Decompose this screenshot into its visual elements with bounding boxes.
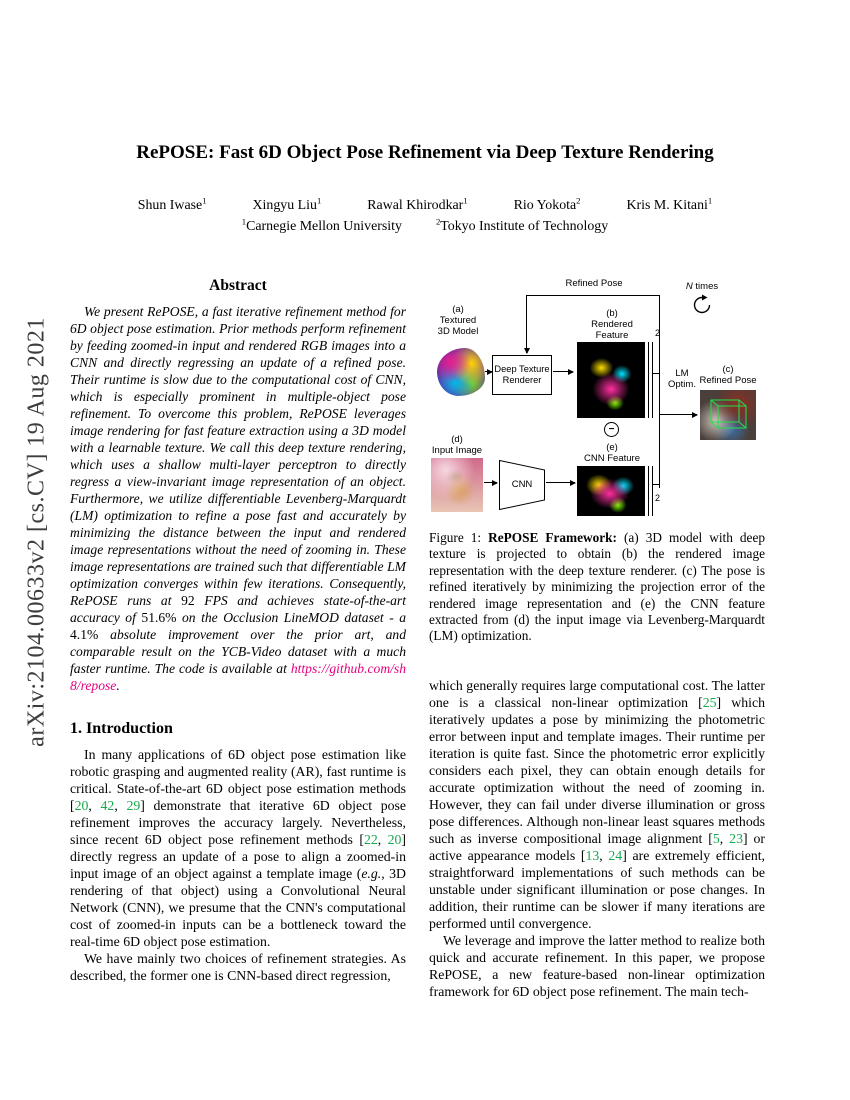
cnn-label: CNN [511, 479, 533, 490]
text-segment: , [88, 798, 101, 813]
citation-link[interactable]: 22 [363, 832, 378, 847]
junction-stub-bottom [653, 484, 659, 485]
text-segment: 51.6% [141, 610, 177, 625]
citation-link[interactable]: 29 [126, 798, 141, 813]
text-segment: We leverage and improve the latter method to realize both quick and accurate refinement. In this paper, we propose RePOSE, a new feature-based non-linear optimization framework for 6D object pose refinement. The main tech- [429, 932, 765, 999]
feedback-arrow-into-renderer [526, 295, 527, 353]
text-segment: , [114, 798, 127, 813]
citation-link[interactable]: 24 [608, 847, 623, 863]
label-rendered-feature: (b) Rendered Feature [591, 308, 633, 341]
author-affiliation-mark: 1 [316, 195, 322, 206]
author-affiliation-mark: 2 [576, 195, 581, 206]
body-paragraph-1 [429, 677, 765, 932]
affiliation-1 [241, 216, 402, 235]
text-segment: 4.1% [70, 627, 99, 642]
text-segment: RePOSE Framework: [488, 530, 617, 545]
author-2 [252, 195, 322, 214]
text-segment: FPS and achieves state-of-the-art accuracy of [70, 593, 406, 625]
arrow-cnn-to-feature [546, 482, 575, 483]
junction-stub-top [653, 373, 659, 374]
right-column [429, 278, 765, 1000]
lm-optim-label: LM Optim. [668, 368, 696, 390]
text-segment: ] directly regress an update of a pose to align a zoomed-in input image of an object against a template image ( [70, 832, 407, 881]
arxiv-watermark: arXiv:2104.00633v2 [cs.CV] 19 Aug 2021 [23, 317, 50, 747]
text-segment: ] which iteratively updates a pose by minimizing the photometric error between input and template images. Their runtime per iteration is quite fast. Since the photometric error explicitly considers each pixel, they can obtain enough details for accurate optimization without the need of zooming in. However, they can fail under diverse illumination or gross pose differences. Although non-linear least squares methods such as inverse compositional image alignment [ [429, 694, 765, 846]
text-segment: times [692, 281, 719, 292]
text-segment: N [685, 281, 693, 292]
author-4 [513, 195, 581, 214]
deep-texture-renderer-box: Deep Texture Renderer [492, 355, 552, 395]
author-affiliation-mark: 1 [707, 195, 713, 206]
figure-1-diagram [429, 278, 765, 520]
label-textured-3d-model: (a) Textured 3D Model [437, 304, 479, 337]
refined-pose-loop-label: Refined Pose [565, 278, 623, 289]
intro-paragraph-1 [70, 746, 406, 950]
l2-norm-bars-bottom [648, 466, 653, 516]
author-list [0, 195, 850, 214]
abstract-text [70, 303, 406, 694]
affiliation-mark: 1 [241, 216, 247, 227]
text-segment: which generally requires large computational cost. The latter one is a classical non-linear optimization [ [429, 677, 765, 710]
body-paragraph-2 [429, 932, 765, 1000]
arrow-renderer-to-feature [553, 371, 573, 372]
citation-link[interactable]: 13 [585, 847, 600, 863]
text-segment: 92 [181, 593, 195, 608]
figure-1-caption [429, 530, 765, 645]
text-segment: In many applications of 6D object pose estimation like robotic grasping and augmented reality (AR), fast runtime is critical. State-of-the-art 6D object pose estimation methods [ [70, 747, 406, 813]
intro-paragraph-2 [70, 950, 406, 984]
text-segment: ] are extremely efficient, straightforward implementations of such methods can be unstable under significant illumination or pose changes. In addition, their runtime can be slower if many iterations are performed until convergence. [429, 847, 766, 931]
author-name: Rawal Khirodkar [367, 198, 464, 213]
text-segment: absolute improvement over the prior art, and comparable result on the YCB-Video dataset with a much faster runtime. The code is available at [70, 627, 406, 676]
arrow-model-to-renderer [485, 371, 492, 372]
citation-link[interactable]: 20 [74, 798, 89, 813]
pose-wireframe-box-icon [700, 390, 756, 440]
refined-pose-image [700, 390, 756, 440]
text-segment: ] demonstrate that iterative 6D object pose refinement improves the accuracy largely. Nevertheless, since recent 6D object pose refinement methods [ [70, 798, 407, 847]
left-column [70, 277, 406, 984]
text-segment: on the Occlusion LineMOD dataset - a [176, 610, 407, 625]
affiliation-list [0, 216, 850, 235]
section-heading-introduction: 1. Introduction [70, 720, 173, 737]
text-segment: , [719, 830, 730, 846]
affiliation-name: Tokyo Institute of Technology [440, 219, 609, 234]
label-cnn-feature: (e) CNN Feature [584, 442, 640, 464]
abstract-heading: Abstract [209, 277, 267, 294]
text-segment: e.g. [361, 866, 382, 881]
norm-subscript-bottom: 2 [655, 493, 661, 503]
label-input-image: (d) Input Image [431, 434, 483, 456]
author-name: Kris M. Kitani [626, 198, 708, 213]
url-link[interactable]: https://github.com/sh8/repose [70, 661, 406, 693]
label-refined-pose: (c) Refined Pose [699, 364, 757, 386]
n-times-label [667, 281, 737, 292]
input-image [431, 458, 483, 512]
author-3 [367, 195, 468, 214]
affiliation-name: Carnegie Mellon University [246, 219, 402, 234]
arrow-input-to-cnn [484, 482, 497, 483]
feedback-line-top [526, 295, 659, 296]
citation-link[interactable]: 25 [702, 694, 717, 710]
author-affiliation-mark: 1 [202, 195, 207, 206]
cnn-feature-image [577, 466, 645, 516]
citation-link[interactable]: 42 [100, 798, 115, 813]
author-1 [137, 195, 207, 214]
text-segment: ] or active appearance models [ [429, 830, 765, 863]
affiliation-2 [435, 216, 609, 235]
arrow-lm-to-refined-pose [660, 414, 697, 415]
loop-arrow-icon [691, 294, 713, 316]
l2-norm-bars-top [648, 342, 653, 418]
citation-link[interactable]: 5 [712, 830, 720, 846]
citation-link[interactable]: 20 [387, 832, 402, 847]
text-segment: , [599, 847, 609, 863]
text-segment: We present RePOSE, a fast iterative refinement method for 6D object pose estimation. Prior methods perform refinement by feeding zoomed-in input and rendered RGB images into a CNN and directly regressing an update of a refined pose. Their runtime is slow due to the computational cost of CNN, which is especially prominent in multiple-object pose refinement. To overcome this problem, RePOSE leverages image rendering for fast feature extraction using a 3D model with a learnable texture. We call this deep texture rendering, which uses a shallow multi-layer perceptron to directly regress a view-invariant image representation of an object. Furthermore, we utilize differentiable Levenberg-Marquardt (LM) optimization to refine a pose fast and accurately by minimizing the distance between the input and rendered image representations without the need of zooming in. These image representations are trained such that differentiable LM optimization converges within few iterations. Consequently, RePOSE runs at [70, 304, 406, 608]
rendered-feature-image [577, 342, 645, 418]
author-name: Rio Yokota [513, 198, 577, 213]
author-name: Xingyu Liu [252, 198, 317, 213]
text-segment: , [377, 832, 388, 847]
author-name: Shun Iwase [137, 198, 203, 213]
author-5 [626, 195, 713, 214]
norm-subscript-top: 2 [655, 328, 661, 338]
paper-title: RePOSE: Fast 6D Object Pose Refinement via Deep Texture Rendering [136, 142, 714, 163]
text-segment: (a) 3D model with deep texture is projected to obtain (b) the rendered image representation with the deep texture renderer. (c) The pose is refined iteratively by minimizing the projection error of the rendered image representation and (e) the CNN feature extracted from (d) the input image via Levenberg-Marquardt (LM) optimization. [429, 530, 766, 644]
textured-3d-model-image [437, 348, 485, 396]
minus-icon: − [604, 422, 619, 437]
citation-link[interactable]: 23 [729, 830, 743, 846]
text-segment: Figure 1: [429, 530, 489, 545]
text-segment: . [116, 678, 120, 693]
text-segment: , 3D rendering of that object) using a Convolutional Neural Network (CNN), we presume that the CNN's computational cost of zoomed-in inputs can be a bottleneck toward the real-time 6D object pose estimation. [70, 866, 406, 949]
author-affiliation-mark: 1 [463, 195, 468, 206]
text-segment: We have mainly two choices of refinement strategies. As described, the former one is CNN-based direct regression, [70, 951, 406, 983]
norm-junction-line [659, 295, 660, 488]
affiliation-mark: 2 [435, 216, 441, 227]
